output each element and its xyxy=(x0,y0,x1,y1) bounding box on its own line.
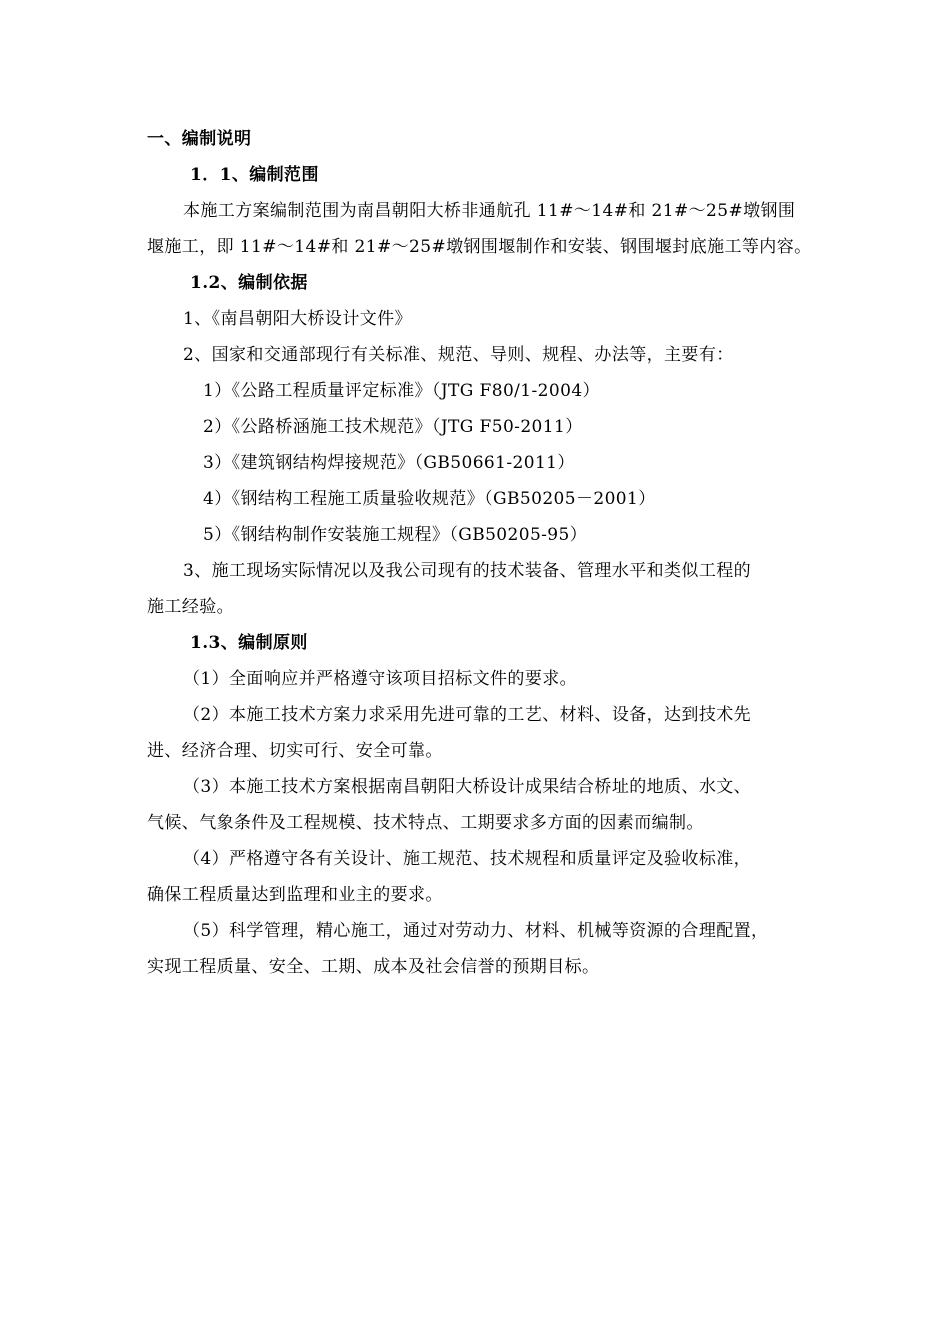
principle-3-line-2: 气候、气象条件及工程规模、技术特点、工期要求多方面的因素而编制。 xyxy=(147,813,704,833)
section-1-1-title: 1．1、编制范围 xyxy=(190,165,319,185)
section-1-1-paragraph-line-1: 本施工方案编制范围为南昌朝阳大桥非通航孔 11#～14#和 21#～25#墩钢围 xyxy=(183,201,796,221)
basis-sub-item: 2）《公路桥涵施工技术规范》（JTG F50-2011） xyxy=(203,417,583,437)
basis-sub-item: 1）《公路工程质量评定标准》（JTG F80/1-2004） xyxy=(203,381,600,401)
principle-5-line-2: 实现工程质量、安全、工期、成本及社会信誉的预期目标。 xyxy=(147,957,600,977)
basis-item-2: 2、国家和交通部现行有关标准、规范、导则、规程、办法等，主要有： xyxy=(183,345,734,365)
basis-sub-item: 3）《建筑钢结构焊接规范》（GB50661-2011） xyxy=(203,453,575,473)
principle-2-line-1: （2）本施工技术方案力求采用先进可靠的工艺、材料、设备，达到技术先 xyxy=(183,705,752,725)
principle-5-line-1: （5）科学管理，精心施工，通过对劳动力、材料、机械等资源的合理配置， xyxy=(183,921,769,941)
principle-2-line-2: 进、经济合理、切实可行、安全可靠。 xyxy=(147,741,443,761)
basis-sub-item: 4）《钢结构工程施工质量验收规范》（GB50205－2001） xyxy=(203,489,656,509)
basis-item-3-line-1: 3、施工现场实际情况以及我公司现有的技术装备、管理水平和类似工程的 xyxy=(183,561,752,581)
basis-item-1: 1、《南昌朝阳大桥设计文件》 xyxy=(183,309,412,329)
principle-3-line-1: （3）本施工技术方案根据南昌朝阳大桥设计成果结合桥址的地质、水文、 xyxy=(183,777,752,797)
principle-4-line-2: 确保工程质量达到监理和业主的要求。 xyxy=(147,885,443,905)
basis-item-3-line-2: 施工经验。 xyxy=(147,597,234,617)
principle-1: （1）全面响应并严格遵守该项目招标文件的要求。 xyxy=(183,669,578,689)
heading-1: 一、编制说明 xyxy=(147,129,252,149)
section-1-1-paragraph-line-2: 堰施工，即 11#～14#和 21#～25#墩钢围堰制作和安装、钢围堰封底施工等内容。 xyxy=(147,237,812,257)
basis-sub-item: 5）《钢结构制作安装施工规程》（GB50205-95） xyxy=(203,525,588,545)
principle-4-line-1: （4）严格遵守各有关设计、施工规范、技术规程和质量评定及验收标准， xyxy=(183,849,752,869)
section-1-2-title: 1.2、编制依据 xyxy=(190,273,308,293)
section-1-3-title: 1.3、编制原则 xyxy=(190,633,308,653)
